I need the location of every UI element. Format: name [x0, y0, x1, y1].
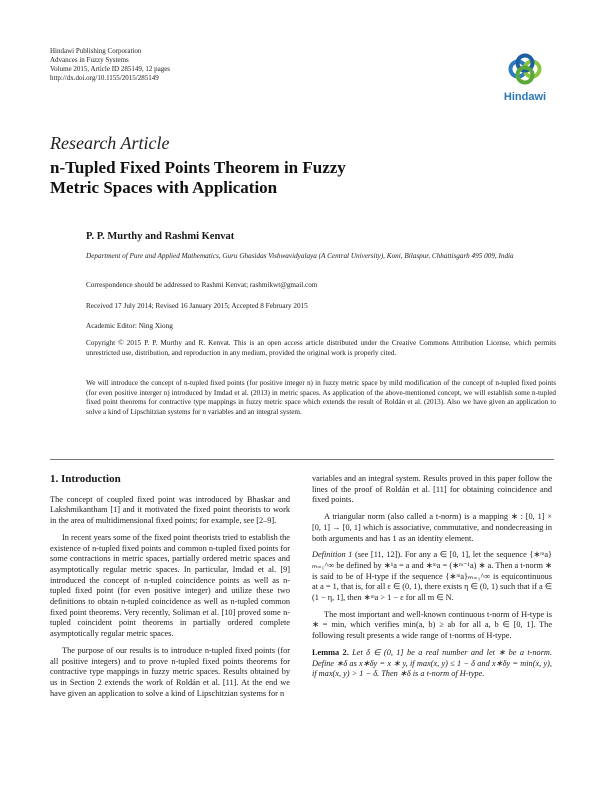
- definition-1: [312, 550, 552, 604]
- paragraph: The most important and well-known continuous t-norm of H-type is ∗ = min, which verifies min(a, b) ≥ ab for all a, b ∈ [0, 1]. The following result presents a wide range of t-norms of H-type.: [312, 609, 552, 641]
- copyright-notice: Copyright © 2015 P. P. Murthy and R. Kenvat. This is an open access article distributed under the Creative Commons Attribution License, which permits unrestricted use, distribution, and reproduction in any medium, provided the original work is properly cited.: [86, 339, 556, 357]
- journal-name: Advances in Fuzzy Systems: [50, 56, 129, 64]
- right-column: [312, 474, 552, 686]
- article-type: Research Article: [50, 133, 170, 153]
- title-line-2: Metric Spaces with Application: [50, 178, 278, 197]
- paragraph: The purpose of our results is to introduce n-tupled fixed points (for all positive integers) and to prove n-tupled fixed points theorems for contractive type mappings in fuzzy metric spaces. Results obtained by us in Section 2 extends the work of Roldán et al. [11]. At the end we have given an application to solve a kind of Lipschitzian systems for n: [50, 645, 290, 698]
- doi-link[interactable]: http://dx.doi.org/10.1155/2015/285149: [50, 74, 159, 82]
- paragraph: variables and an integral system. Results proved in this paper follow the lines of the proof of Roldán et al. [11] for obtaining coincidence and fixed points.: [312, 474, 552, 505]
- hindawi-logo-text: Hindawi: [503, 91, 547, 103]
- article-title: [50, 158, 450, 198]
- left-column: [50, 474, 290, 705]
- lemma-label: Lemma 2.: [312, 647, 349, 657]
- lemma-text: Let δ ∈ (0, 1] be a real number and let ∗ be a t-norm. Define ∗δ as x∗δy = x ∗ y, if max(x, y) ≤ 1 − δ and x∗δy = min(x, y), if max(x, y) > 1 − δ. Then ∗δ is a t-norm of H-type.: [312, 647, 552, 679]
- definition-ref: (see [11, 12]).: [354, 550, 403, 560]
- abstract: We will introduce the concept of n-tupled fixed points (for positive integer n) in fuzzy metric space by mild modification of the concept of n-tupled fixed points (for even positive interger n) introduced by Imdad et al. (2013) in metric spaces. As application of the above-mentioned concept, we will establish some n-tupled fixed point theorems for contractive type mappings in fuzzy metric space which extends the result of Roldán et al. (2013). Also we have given an application to solve a kind of Lipschitzian systems for n variables and an integral system.: [86, 379, 556, 416]
- correspondence: Correspondence should be addressed to Rashmi Kenvat; rashmikwt@gmail.com: [86, 281, 318, 289]
- definition-text: For any a ∈ [0, 1], let the sequence {∗ᵐa}ₘ₌₁^∞ be defined by ∗¹a = a and ∗ᵐa = (∗ᵐ⁻¹a) ∗ a. Then a t-norm ∗ is said to be of H-type if the sequence {∗ᵐa}ₘ₌₁^∞ is equicontinuous at a = 1, that is, for all ε ∈ (0, 1), there exists η ∈ (0, 1) such that if a ∈ (1 − η, 1], then ∗ᵐa > 1 − ε for all m ∈ N.: [312, 550, 553, 603]
- publisher: Hindawi Publishing Corporation: [50, 47, 142, 55]
- journal-header: [50, 47, 170, 83]
- paragraph: A triangular norm (also called a t-norm) is a mapping ∗ : [0, 1] × [0, 1] → [0, 1] which is associative, commutative, and nondecreasing in both arguments and has 1 as an identity element.: [312, 512, 552, 543]
- definition-label: Definition 1: [312, 550, 353, 560]
- paragraph: The concept of coupled fixed point was introduced by Bhaskar and Lakshmikantham [1] and it motivated the fixed point theorists to work in the area of multidimensional fixed points; for example, see [2–9].: [50, 494, 290, 526]
- section-divider: [50, 459, 554, 460]
- lemma-2: [312, 648, 552, 680]
- title-line-1: n-Tupled Fixed Points Theorem in Fuzzy: [50, 158, 346, 177]
- academic-editor: Academic Editor: Ning Xiong: [86, 322, 173, 330]
- paragraph: In recent years some of the fixed point theorists tried to establish the existence of n-tupled fixed points and common n-tupled fixed points for some contractions in metric spaces, partially ordered metric spaces and asymptotically regular metric spaces. In particular, Imdad et al. [9] introduced the concept of n-tupled coincidence points as well as n-tupled fixed point (for even positive integer) and utilize these two definitions to obtain n-tupled coincidence as well as n-tupled common fixed point theorems. Very recently, Soliman et al. [10] proved some n-tupled coincident point theorems in partially ordered complete asymptotically regular metric spaces.: [50, 532, 290, 639]
- volume-info: Volume 2015, Article ID 285149, 12 pages: [50, 65, 171, 73]
- authors: P. P. Murthy and Rashmi Kenvat: [86, 231, 235, 242]
- section-heading: 1. Introduction: [50, 473, 121, 485]
- received-dates: Received 17 July 2014; Revised 16 January 2015; Accepted 8 February 2015: [86, 302, 308, 310]
- affiliation: Department of Pure and Applied Mathematics, Guru Ghasidas Vishwavidyalaya (A Central University), Koni, Bilaspur, Chhattisgarh 495 009, India: [86, 252, 514, 260]
